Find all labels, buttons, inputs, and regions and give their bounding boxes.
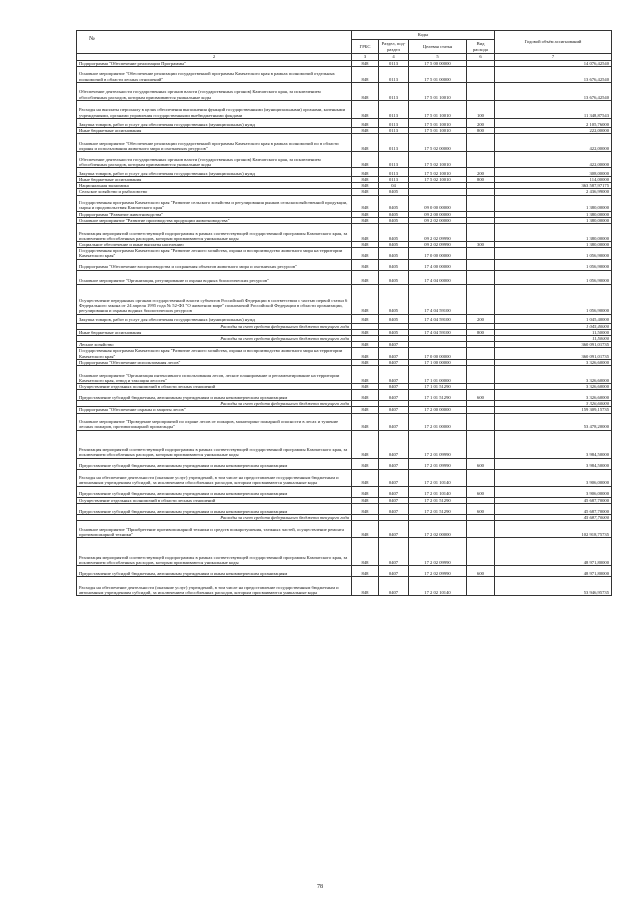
amount-cell: 3 326,60000 — [495, 366, 612, 384]
table-row — [77, 270, 612, 284]
target-cell: 17 2 01 09990 — [409, 458, 467, 469]
table-row — [77, 259, 612, 270]
vid-cell: 100 — [467, 100, 495, 118]
razdel-cell: 0113 — [379, 100, 409, 118]
budget-table-sheet — [76, 30, 611, 596]
name-cell: Иные бюджетные ассигнования — [77, 329, 352, 335]
amount-cell: 1 045,40000 — [495, 323, 612, 329]
target-cell: 09 2 00 00000 — [409, 211, 467, 217]
target-cell: 17 5 02 00000 — [409, 134, 467, 152]
amount-cell: 3 906,00000 — [495, 469, 612, 486]
grbs-cell: 848 — [352, 217, 379, 223]
razdel-cell: 0407 — [379, 430, 409, 458]
amount-cell: 1 380,00000 — [495, 224, 612, 242]
amount-cell: 13 676,42540 — [495, 82, 612, 100]
grbs-cell: 848 — [352, 329, 379, 335]
target-cell: 17 4 04 59100 — [409, 329, 467, 335]
amount-cell: 48 971,80000 — [495, 566, 612, 577]
vid-cell: 200 — [467, 168, 495, 177]
razdel-cell: 0405 — [379, 270, 409, 284]
razdel-cell: 0407 — [379, 577, 409, 596]
amount-cell: 2 436,99000 — [495, 189, 612, 195]
name-column-header — [77, 31, 352, 54]
razdel-cell: 0113 — [379, 152, 409, 168]
razdel-cell: 0113 — [379, 66, 409, 82]
table-row — [77, 469, 612, 486]
grbs-cell: 848 — [352, 469, 379, 486]
grbs-cell: 848 — [352, 259, 379, 270]
name-cell: Основное мероприятие "Проведение мероприятий по охране лесов от пожаров, мониторинг пожарной опасности в лесах и тушение лесных пожаров, противопожарной пропаганды" — [77, 413, 352, 430]
grbs-cell: 848 — [352, 270, 379, 284]
name-cell: Основное мероприятие "Приобретение противопожарной техники и средств пожаротушения, таежных частей, осуществление ремонта противопожарной техники" — [77, 521, 352, 538]
vid-cell: 600 — [467, 390, 495, 401]
vid-cell: 800 — [467, 177, 495, 183]
table-row — [77, 486, 612, 497]
amount-cell: 3 984,50000 — [495, 458, 612, 469]
target-cell: 09 2 02 00000 — [409, 217, 467, 223]
table-row — [77, 566, 612, 577]
target-cell: 17 2 02 09990 — [409, 538, 467, 566]
grbs-cell: 848 — [352, 118, 379, 127]
razdel-cell: 0113 — [379, 127, 409, 133]
name-cell: Предоставление субсидий бюджетным, автономным учреждениям и иным некоммерческим организациям — [77, 486, 352, 497]
name-cell: Предоставление субсидий бюджетным, автономным учреждениям и иным некоммерческим организациям — [77, 458, 352, 469]
grbs-cell: 848 — [352, 195, 379, 211]
razdel-cell: 0407 — [379, 538, 409, 566]
razdel-cell: 0113 — [379, 134, 409, 152]
amount-cell: 11,50000 — [495, 329, 612, 335]
column-number: 3 — [352, 54, 379, 61]
amount-cell: 114,00000 — [495, 177, 612, 183]
vid-cell — [467, 82, 495, 100]
amount-column-header: Годовой объём ассигнований — [495, 31, 612, 54]
vid-cell — [467, 521, 495, 538]
amount-cell: 45 687,70000 — [495, 514, 612, 520]
table-row — [77, 82, 612, 100]
grbs-cell: 848 — [352, 152, 379, 168]
table-row — [77, 390, 612, 401]
amount-cell: 1 380,00000 — [495, 195, 612, 211]
target-cell: 17 2 02 09990 — [409, 566, 467, 577]
name-cell: Реализация мероприятий соответствующей подпрограммы в рамках соответствующей государственной программы Камчатского края, за исключением обособленных расходов, которым присваиваются уникальные коды — [77, 224, 352, 242]
razdel-cell: 0407 — [379, 366, 409, 384]
table-row — [77, 577, 612, 596]
amount-cell: 11,50000 — [495, 336, 612, 342]
vid-cell — [467, 577, 495, 596]
target-cell: 17 5 02 10010 — [409, 152, 467, 168]
name-cell: Закупка товаров, работ и услуг для обеспечения государственных (муниципальных) нужд — [77, 314, 352, 323]
name-cell: Реализация мероприятий соответствующей подпрограммы в рамках соответствующей государственной программы Камчатского края, за исключением обособленных расходов, которым присваиваются уникальные коды — [77, 538, 352, 566]
amount-cell: 159 309,15735 — [495, 407, 612, 413]
grbs-cell: 848 — [352, 366, 379, 384]
amount-cell: 2 105,76000 — [495, 118, 612, 127]
amount-cell: 1 056,90000 — [495, 284, 612, 314]
name-cell: Подпрограмма "Обеспечение использования лесов" — [77, 359, 352, 365]
amount-cell: 48 971,80000 — [495, 538, 612, 566]
grbs-cell: 848 — [352, 82, 379, 100]
razdel-cell: 0405 — [379, 217, 409, 223]
grbs-cell: 848 — [352, 486, 379, 497]
vid-cell — [467, 66, 495, 82]
amount-cell: 45 687,70000 — [495, 503, 612, 514]
table-row — [77, 224, 612, 242]
vid-cell: 800 — [467, 329, 495, 335]
column-number: 2 — [77, 54, 352, 61]
amount-cell: 422,00000 — [495, 134, 612, 152]
target-column-header: Целевая статья — [409, 40, 467, 54]
target-cell: 17 2 01 00000 — [409, 413, 467, 430]
name-cell: Подпрограмма "Развитие животноводства" — [77, 211, 352, 217]
vid-cell: 600 — [467, 566, 495, 577]
name-cell: Основное мероприятие "Организация, регулирование и охрана водных биологических ресурсов" — [77, 270, 352, 284]
table-row — [77, 152, 612, 168]
name-cell: Реализация мероприятий соответствующей подпрограммы в рамках соответствующей государственной программы Камчатского края, за исключением обособленных расходов, которым присваиваются уникальные коды — [77, 430, 352, 458]
name-cell: Подпрограмма "Обеспечение воспроизводства и сохранения объектов животного мира и охотничьих ресурсов" — [77, 259, 352, 270]
amount-cell: 3 906,00000 — [495, 486, 612, 497]
grbs-cell: 848 — [352, 521, 379, 538]
razdel-cell: 0405 — [379, 189, 409, 195]
vid-cell — [467, 430, 495, 458]
vid-cell — [467, 348, 495, 359]
grbs-cell: 848 — [352, 497, 379, 503]
grbs-column-header: ГРБС — [352, 40, 379, 54]
name-cell: Основное мероприятие "Обеспечение реализации государственной программы Камчатского края в рамках полномочий отдельных полномочий в области лесных отношений" — [77, 66, 352, 82]
target-cell: 17 2 02 10140 — [409, 577, 467, 596]
codes-group-header: Коды — [352, 31, 495, 40]
vid-cell: 600 — [467, 458, 495, 469]
target-cell: 17 0 00 00000 — [409, 348, 467, 359]
grbs-cell: 848 — [352, 248, 379, 259]
razdel-cell: 0405 — [379, 248, 409, 259]
row-number-header-mark: № — [89, 36, 95, 42]
amount-cell: 3 326,60000 — [495, 390, 612, 401]
table-row — [77, 503, 612, 514]
grbs-cell: 848 — [352, 177, 379, 183]
grbs-cell: 848 — [352, 242, 379, 248]
grbs-cell: 848 — [352, 390, 379, 401]
name-cell: Иные бюджетные ассигнования — [77, 127, 352, 133]
razdel-cell: 0407 — [379, 348, 409, 359]
name-cell: Расходы на выплаты персоналу в целях обеспечения выполнения функций государственными (муниципальными) органами, казенными учреждениями, органами управления государственными внебюджетными фондами — [77, 100, 352, 118]
table-row — [77, 100, 612, 118]
amount-cell: 45 687,70000 — [495, 497, 612, 503]
grbs-cell: 848 — [352, 224, 379, 242]
grbs-cell: 848 — [352, 314, 379, 323]
grbs-cell: 848 — [352, 458, 379, 469]
column-number: 7 — [495, 54, 612, 61]
amount-cell: 422,00000 — [495, 152, 612, 168]
vid-cell: 600 — [467, 486, 495, 497]
amount-cell: 1 380,00000 — [495, 242, 612, 248]
amount-cell: 102 918,75735 — [495, 521, 612, 538]
name-cell: Расходы за счет средств федерального бюджета текущего года — [77, 323, 352, 329]
target-cell: 17 1 01 51290 — [409, 384, 467, 390]
razdel-cell: 0405 — [379, 259, 409, 270]
grbs-cell: 848 — [352, 384, 379, 390]
grbs-cell: 848 — [352, 359, 379, 365]
name-cell: Обеспечение деятельности государственных органов власти (государственных органов) Камчатского края, за исключением обособленных расходов, которым присваиваются уникальные коды — [77, 82, 352, 100]
amount-cell: 13 676,42540 — [495, 66, 612, 82]
table-row — [77, 521, 612, 538]
vid-cell: 200 — [467, 118, 495, 127]
name-cell: Обеспечение деятельности государственных органов власти (государственных органов) Камчатского края, за исключением обособленных расходов, которым присваиваются уникальные коды — [77, 152, 352, 168]
grbs-cell: 848 — [352, 503, 379, 514]
name-cell: Иные бюджетные ассигнования — [77, 177, 352, 183]
grbs-cell: 848 — [352, 407, 379, 413]
target-cell: 17 5 01 00000 — [409, 66, 467, 82]
table-row — [77, 118, 612, 127]
name-cell: Подпрограмма "Обеспечение охраны и защиты лесов" — [77, 407, 352, 413]
amount-cell: 308,00000 — [495, 168, 612, 177]
amount-cell: 1 056,90000 — [495, 248, 612, 259]
vid-cell — [467, 152, 495, 168]
vid-cell — [467, 270, 495, 284]
table-row — [77, 458, 612, 469]
amount-cell: 53 946,95735 — [495, 577, 612, 596]
name-cell: Сельское хозяйство и рыболовство — [77, 189, 352, 195]
target-cell: 17 5 01 10010 — [409, 82, 467, 100]
amount-cell: 1 056,90000 — [495, 270, 612, 284]
razdel-cell: 0407 — [379, 469, 409, 486]
table-row — [77, 430, 612, 458]
razdel-cell: 0407 — [379, 359, 409, 365]
razdel-column-header: Раздел, под-раздел — [379, 40, 409, 54]
budget-allocation-table — [76, 30, 612, 596]
amount-cell: 360 091,01735 — [495, 348, 612, 359]
target-cell: 17 5 01 10010 — [409, 100, 467, 118]
target-cell: 17 5 00 00000 — [409, 60, 467, 66]
target-cell: 17 2 01 10140 — [409, 469, 467, 486]
target-cell: 17 1 00 00000 — [409, 359, 467, 365]
vid-cell — [467, 538, 495, 566]
name-cell: Предоставление субсидий бюджетным, автономным учреждениям и иным некоммерческим организациям — [77, 566, 352, 577]
vid-cell — [467, 248, 495, 259]
table-row — [77, 168, 612, 177]
vid-cell — [467, 284, 495, 314]
grbs-cell: 848 — [352, 577, 379, 596]
name-cell: Социальное обеспечение и иные выплаты населению — [77, 242, 352, 248]
grbs-cell: 848 — [352, 168, 379, 177]
amount-cell: 363 587,97175 — [495, 183, 612, 189]
razdel-cell: 0407 — [379, 342, 409, 348]
target-cell: 09 2 02 09990 — [409, 224, 467, 242]
grbs-cell: 848 — [352, 100, 379, 118]
razdel-cell: 0407 — [379, 497, 409, 503]
razdel-cell: 0407 — [379, 458, 409, 469]
target-cell: 17 4 04 00000 — [409, 270, 467, 284]
name-cell: Закупка товаров, работ и услуг для обеспечения государственных (муниципальных) нужд — [77, 168, 352, 177]
name-cell: Расходы за счет средств федерального бюджета текущего года — [77, 336, 352, 342]
target-cell: 17 5 01 10010 — [409, 127, 467, 133]
vid-cell — [467, 224, 495, 242]
grbs-cell: 848 — [352, 66, 379, 82]
target-cell: 17 0 00 00000 — [409, 248, 467, 259]
amount-cell: 1 045,40000 — [495, 314, 612, 323]
vid-cell — [467, 366, 495, 384]
razdel-cell: 0405 — [379, 195, 409, 211]
vid-cell: 200 — [467, 314, 495, 323]
grbs-cell: 848 — [352, 430, 379, 458]
grbs-cell: 848 — [352, 134, 379, 152]
table-row — [77, 284, 612, 314]
name-cell: Расходы на обеспечение деятельности (оказание услуг) учреждений, в том числе на предоставление государственным бюджетным и автономным учреждениям субсидий, за исключением обособленных расходов, которым присваиваются уникальные коды — [77, 469, 352, 486]
razdel-cell: 0407 — [379, 407, 409, 413]
name-cell: Государственная программа Камчатского края "Развитие лесного хозяйства, охрана и воспроизводство животного мира на территории Камчатского края" — [77, 248, 352, 259]
razdel-cell: 0405 — [379, 329, 409, 335]
name-cell: Расходы за счет средств федерального бюджета текущего года — [77, 401, 352, 407]
vid-cell: 600 — [467, 503, 495, 514]
grbs-cell: 848 — [352, 566, 379, 577]
razdel-cell: 0113 — [379, 168, 409, 177]
table-row — [77, 413, 612, 430]
amount-cell: 1 380,00000 — [495, 217, 612, 223]
amount-cell: 1 380,00000 — [495, 211, 612, 217]
target-cell: 09 2 02 09990 — [409, 242, 467, 248]
razdel-cell: 0405 — [379, 284, 409, 314]
razdel-cell: 0407 — [379, 413, 409, 430]
name-cell: Расходы за счет средств федерального бюджета текущего года — [77, 514, 352, 520]
column-number: 6 — [467, 54, 495, 61]
table-row — [77, 134, 612, 152]
amount-cell: 53 478,20000 — [495, 413, 612, 430]
grbs-cell: 848 — [352, 127, 379, 133]
table-row — [77, 314, 612, 323]
target-cell: 17 5 01 10010 — [409, 118, 467, 127]
grbs-cell: 848 — [352, 60, 379, 66]
vid-cell — [467, 134, 495, 152]
target-cell: 17 5 02 10010 — [409, 168, 467, 177]
razdel-cell: 0405 — [379, 211, 409, 217]
amount-cell: 3 326,60000 — [495, 359, 612, 365]
vid-column-header: Вид расхода — [467, 40, 495, 54]
razdel-cell: 0407 — [379, 503, 409, 514]
table-row — [77, 348, 612, 359]
target-cell: 17 2 01 51290 — [409, 497, 467, 503]
vid-cell — [467, 195, 495, 211]
razdel-cell: 0405 — [379, 314, 409, 323]
amount-cell: 3 326,60000 — [495, 384, 612, 390]
razdel-cell: 0407 — [379, 486, 409, 497]
razdel-cell: 0407 — [379, 521, 409, 538]
amount-cell: 1 056,90000 — [495, 259, 612, 270]
table-row — [77, 66, 612, 82]
grbs-cell: 848 — [352, 538, 379, 566]
name-cell: Расходы на обеспечение деятельности (оказание услуг) учреждений, в том числе на предоставление государственным бюджетным и автономным учреждениям субсидий, за исключением обособленных расходов, которым присваиваются уникальные коды — [77, 577, 352, 596]
name-cell: Основное мероприятие "Обеспечение реализации государственной программы Камчатского края в рамках полномочий по в области охраны и использования животного мира и охотничьих ресурсов" — [77, 134, 352, 152]
name-cell: Основное мероприятие "Развитие производства продукции животноводства" — [77, 217, 352, 223]
grbs-cell: 848 — [352, 284, 379, 314]
target-cell: 17 2 01 09990 — [409, 430, 467, 458]
target-cell: 17 5 02 10010 — [409, 177, 467, 183]
vid-cell: 300 — [467, 242, 495, 248]
razdel-cell: 0407 — [379, 566, 409, 577]
amount-cell: 3 326,60000 — [495, 401, 612, 407]
grbs-cell: 848 — [352, 183, 379, 189]
name-cell: Предоставление субсидий бюджетным, автономным учреждениям и иным некоммерческим организациям — [77, 390, 352, 401]
amount-cell: 14 076,42540 — [495, 60, 612, 66]
vid-cell — [467, 259, 495, 270]
name-cell: Основное мероприятие "Организация интенсивного использования лесов, лесное планирование и регламентирование на территории Камчатского края, отвод и таксация лесосек" — [77, 366, 352, 384]
target-cell: 17 1 01 00000 — [409, 366, 467, 384]
table-row — [77, 195, 612, 211]
grbs-cell: 848 — [352, 342, 379, 348]
column-number: 4 — [379, 54, 409, 61]
target-cell: 17 4 04 59100 — [409, 284, 467, 314]
amount-cell: 3 984,50000 — [495, 430, 612, 458]
razdel-cell: 0113 — [379, 82, 409, 100]
razdel-cell: 0113 — [379, 118, 409, 127]
target-cell: 09 0 00 00000 — [409, 195, 467, 211]
razdel-cell: 0405 — [379, 242, 409, 248]
name-cell: Лесное хозяйство — [77, 342, 352, 348]
table-row — [77, 366, 612, 384]
name-cell: Осуществление переданных органам государственной власти субъектов Российской Федерации в соответствии с частью первой статьи 6 Федерального закона от 24 апреля 1995 года № 52-ФЗ "О животном мире" полномочий Российской Федерации в области организации, регулирования и охраны водных биологических ресурсов — [77, 284, 352, 314]
vid-cell — [467, 469, 495, 486]
target-cell: 17 2 01 51290 — [409, 503, 467, 514]
name-cell: Осуществление отдельных полномочий в области лесных отношений — [77, 497, 352, 503]
column-number-row — [77, 54, 612, 61]
target-cell: 17 2 00 00000 — [409, 407, 467, 413]
grbs-cell: 848 — [352, 211, 379, 217]
razdel-cell: 04 — [379, 183, 409, 189]
grbs-cell: 848 — [352, 189, 379, 195]
name-cell: Подпрограмма "Обеспечение реализации Программы" — [77, 60, 352, 66]
grbs-cell: 848 — [352, 348, 379, 359]
amount-cell: 360 091,01735 — [495, 342, 612, 348]
table-row — [77, 248, 612, 259]
name-cell: Осуществление отдельных полномочий в области лесных отношений — [77, 384, 352, 390]
column-number: 5 — [409, 54, 467, 61]
name-cell: Закупка товаров, работ и услуг для обеспечения государственных (муниципальных) нужд — [77, 118, 352, 127]
amount-cell: 11 348,87543 — [495, 100, 612, 118]
vid-cell: 800 — [467, 127, 495, 133]
target-cell: 17 4 00 00000 — [409, 259, 467, 270]
table-body — [77, 60, 612, 595]
name-cell: Национальная экономика — [77, 183, 352, 189]
name-cell: Предоставление субсидий бюджетным, автономным учреждениям и иным некоммерческим организациям — [77, 503, 352, 514]
page-number: 78 — [317, 884, 323, 890]
razdel-cell: 0407 — [379, 384, 409, 390]
razdel-cell: 0405 — [379, 224, 409, 242]
name-cell: Государственная программа Камчатского края "Развитие лесного хозяйства, охрана и воспроизводство животного мира на территории Камчатского края" — [77, 348, 352, 359]
table-row — [77, 538, 612, 566]
razdel-cell: 0113 — [379, 177, 409, 183]
vid-cell — [467, 413, 495, 430]
razdel-cell: 0407 — [379, 390, 409, 401]
target-cell: 17 4 04 59100 — [409, 314, 467, 323]
target-cell: 17 2 02 00000 — [409, 521, 467, 538]
name-cell: Государственная программа Камчатского края "Развитие сельского хозяйства и регулирования рынков сельскохозяйственной продукции, сырья и продовольствия Камчатского края" — [77, 195, 352, 211]
grbs-cell: 848 — [352, 413, 379, 430]
amount-cell: 222,00000 — [495, 127, 612, 133]
target-cell: 17 1 01 51290 — [409, 390, 467, 401]
target-cell: 17 2 01 10140 — [409, 486, 467, 497]
razdel-cell: 0113 — [379, 60, 409, 66]
